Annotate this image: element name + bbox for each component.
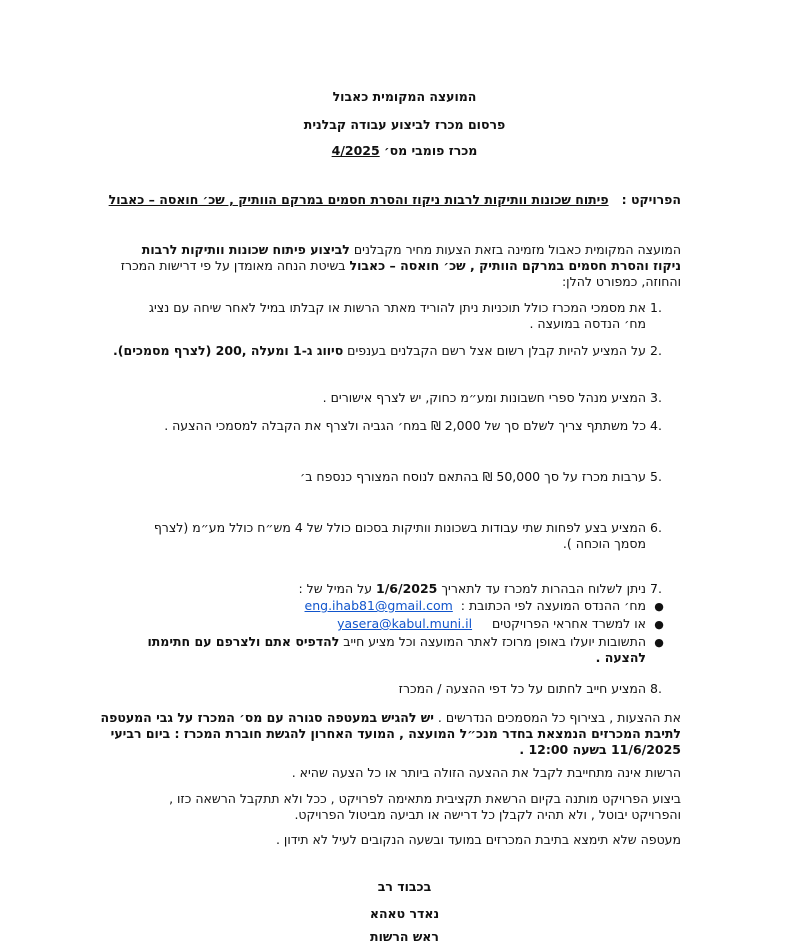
note-2-line-2: והפרויקט יבוטל , ולא תהיה לקבלן כל דרישה או תביעה מביטול הפרויקט. bbox=[294, 807, 681, 822]
submission-deadline: 11/6/2025 בשעה 12:00 . bbox=[519, 742, 681, 757]
bullet-3-line-1 bbox=[147, 634, 646, 649]
intro-text: המועצה המקומית כאבול מזמינה בזאת הצעות מחיר מקבלנים bbox=[349, 242, 681, 257]
item-number: 8. bbox=[650, 681, 662, 696]
item-7-text-2: על המיל של : bbox=[298, 581, 377, 596]
submission-line-2: לתיבת המכרזים הנמצאת בחדר מנכ״ל המועצה , המועד האחרון להגשת חוברת המכרז : ביום רביעי bbox=[110, 726, 681, 741]
engineering-email-link[interactable]: eng.ihab81@gmail.com bbox=[304, 598, 453, 613]
item-2-text: על המציע להיות קבלן רשום אצל רשם הקבלנים בענפים bbox=[343, 343, 646, 358]
item-number: 3. bbox=[650, 390, 662, 405]
item-number: 7. bbox=[650, 581, 662, 596]
item-7-line bbox=[298, 581, 646, 596]
item-2-line bbox=[113, 343, 646, 358]
item-6-line-2: מסמך הוכחה ). bbox=[562, 536, 646, 551]
intro-line-1 bbox=[142, 242, 681, 257]
signature-regards: בכבוד רב bbox=[377, 879, 432, 894]
bullet-3-line-2: להצעה . bbox=[595, 650, 646, 665]
tender-number: 4/2025 bbox=[331, 143, 380, 158]
note-2-line-1: ביצוע הפרויקט מותנה בקיום הרשאת תקציבית מתאימה לפרויקט , ככל ולא תתקבל הרשאה כזו , bbox=[169, 791, 681, 806]
submission-line-1 bbox=[101, 710, 681, 725]
note-3: מעטפה שלא תימצא בתיבת המכרזים במועד ובשעה הנקובים לעיל לא תידון . bbox=[275, 832, 681, 847]
bullet-dot: ● bbox=[654, 618, 664, 631]
item-3-line: המציע מנהל ספרי חשבונות ומע״מ כחוק, יש לצרף אישורים . bbox=[322, 390, 646, 405]
notice-title: פרסום מכרז לביצוע עבודה קבלנית bbox=[303, 117, 506, 132]
intro-bold: לביצוע פיתוח שכונות וותיקות לרבות bbox=[141, 242, 350, 257]
projects-email-link[interactable]: yasera@kabul.muni.il bbox=[337, 616, 473, 631]
project-label: הפרויקט : bbox=[621, 192, 681, 207]
project-line bbox=[109, 192, 681, 207]
item-1-line-1: את מסמכי המכרז כולל תוכניות ניתן להוריד מאתר הרשות או קבלתו במיל לאחר שיחה עם נציג bbox=[148, 300, 646, 315]
item-1-line-2: מח׳ הנדסה במועצה . bbox=[529, 316, 646, 331]
tender-number-line bbox=[0, 143, 809, 158]
item-5-line: ערבות מכרז על סך 50,000 ₪ בהתאם לנוסח המצורף כנספח ב׳ bbox=[300, 469, 646, 484]
intro-bold-2: ניקוז והסרת חסמים במרקם הוותיק , שכ׳ חואסה – כאבול bbox=[349, 258, 681, 273]
item-2-bold: סיווג ג-1 ומעלה ,200 (לצרף מסמכים). bbox=[113, 343, 344, 358]
clarification-date: 1/6/2025 bbox=[376, 581, 438, 596]
council-name: המועצה המקומית כאבול bbox=[332, 89, 477, 104]
bullet-1-text: מח׳ ההנדס המועצה לפי הכתובת : bbox=[460, 598, 646, 613]
item-7-text: ניתן לשלוח הבהרות למכרז עד לתאריך bbox=[437, 581, 646, 596]
item-4-line: כל משתתף צריך לשלם סך של 2,000 ₪ במח׳ הגביה ולצרף את הקבלה למסמכי ההצעה . bbox=[164, 418, 646, 433]
signatory-role: ראש הרשות bbox=[370, 929, 439, 944]
bullet-2-text: או למשרד אחראי הפרויקטים bbox=[491, 616, 646, 631]
item-number: 5. bbox=[650, 469, 662, 484]
tender-prefix: מכרז פומבי מס׳ bbox=[379, 143, 478, 158]
item-number: 6. bbox=[650, 520, 662, 535]
item-number: 1. bbox=[650, 300, 662, 315]
signatory-name: נאדר טאהא bbox=[369, 906, 440, 921]
submission-text: את ההצעות , בצירוף כל המסמכים הנדרשים . bbox=[433, 710, 681, 725]
intro-line-3: והחוזה, כמפורט להלן: bbox=[561, 274, 681, 289]
item-number: 2. bbox=[650, 343, 662, 358]
item-8-line: המציע חייב לחתום על כל דפי ההצעה / המכרז bbox=[398, 681, 646, 696]
note-1: הרשות אינה מתחייבת לקבל את ההצעה הזולה ביותר או כל הצעה שהיא . bbox=[291, 765, 681, 780]
bullet-1 bbox=[305, 598, 646, 613]
item-number: 4. bbox=[650, 418, 662, 433]
bullet-dot: ● bbox=[654, 600, 664, 613]
bullet-dot: ● bbox=[654, 636, 664, 649]
bullet-3-bold: להדפיס אתם ולצרפם עם חתימתו bbox=[147, 634, 340, 649]
item-6-line-1: המציע בצע לפחות שתי עבודות בשכונות וותיקות בסכום כולל של 4 מש״ח כולל מע״מ (לצרף bbox=[153, 520, 646, 535]
intro-text-2: בשיטת הנחה מאומדן על פי דרישות המכרז bbox=[120, 258, 350, 273]
bullet-2 bbox=[337, 616, 646, 631]
submission-bold: יש להגיש במעטפה סגורה עם מס׳ המכרז על גבי המעטפה bbox=[100, 710, 434, 725]
intro-line-2 bbox=[121, 258, 681, 273]
bullet-3-text: התשובות יועלו באופן מרוכז לאתר המועצה וכל מציע חייב bbox=[339, 634, 646, 649]
project-title: פיתוח שכונות וותיקות לרבות ניקוז והסרת חסמים במרקם הוותיק , שכ׳ חואסה – כאבול bbox=[108, 192, 609, 207]
